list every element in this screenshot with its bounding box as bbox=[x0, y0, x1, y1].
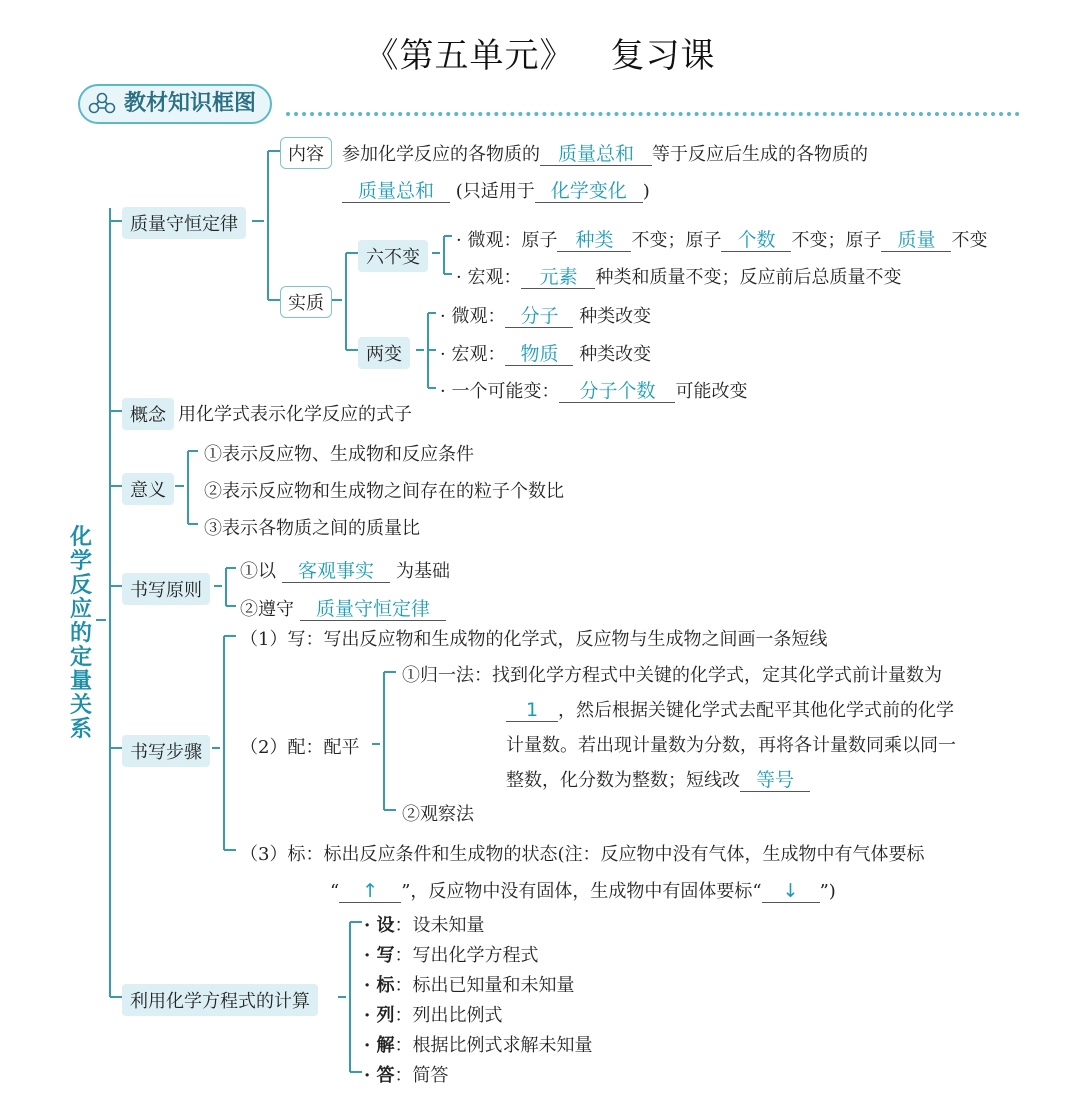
calc-item-set: · 设：设未知量 bbox=[364, 915, 485, 936]
calc-item-solve: · 解：根据比例式求解未知量 bbox=[364, 1035, 593, 1056]
dotted-divider bbox=[286, 112, 1020, 116]
calc-item-mark: · 标：标出已知量和未知量 bbox=[364, 975, 575, 996]
method-1-line-4: 整数，化分数为整数；短线改 等号 bbox=[506, 766, 810, 792]
node-conservation-law: 质量守恒定律 bbox=[122, 207, 246, 239]
page-title bbox=[0, 28, 1080, 77]
blank-kind: 种类 bbox=[557, 229, 631, 252]
blank-molecule: 分子 bbox=[505, 305, 573, 328]
calc-item-write: · 写：写出化学方程式 bbox=[364, 945, 539, 966]
method-2: ②观察法 bbox=[402, 804, 474, 825]
title-sub: 复习课 bbox=[610, 36, 716, 76]
blank-total-mass-2: 质量总和 bbox=[342, 180, 450, 203]
concept-text: 用化学式表示化学反应的式子 bbox=[178, 404, 412, 425]
calc-item-answer: · 答：简答 bbox=[364, 1065, 449, 1086]
node-six-unchanged: 六不变 bbox=[358, 240, 428, 272]
node-meaning: 意义 bbox=[122, 473, 174, 505]
six-macro: · 宏观： 元素 种类和质量不变；反应前后总质量不变 bbox=[456, 266, 902, 288]
method-1-line-3: 计量数。若出现计量数为分数，再将各计量数同乘以同一 bbox=[506, 735, 956, 756]
principle-2: ②遵守 质量守恒定律 bbox=[240, 595, 446, 621]
two-macro: · 宏观： 物质 种类改变 bbox=[440, 343, 652, 365]
blank-equal-sign: 等号 bbox=[740, 769, 810, 792]
two-maybe: · 一个可能变： 分子个数 可能改变 bbox=[440, 380, 748, 402]
section-badge bbox=[78, 84, 272, 124]
six-micro: · 微观：原子 种类 不变；原子 个数 不变；原子 质量 不变 bbox=[456, 229, 988, 251]
step-mark-line-2: “ ↑ ”，反应物中没有固体，生成物中有固体要标“ ↓ ”) bbox=[330, 880, 836, 902]
blank-up-arrow: ↑ bbox=[339, 880, 401, 903]
node-concept: 概念 bbox=[122, 398, 174, 430]
meaning-item-2: ②表示反应物和生成物之间存在的粒子个数比 bbox=[204, 481, 564, 502]
node-steps: 书写步骤 bbox=[122, 735, 210, 767]
node-two-change: 两变 bbox=[358, 337, 410, 369]
blank-one: 1 bbox=[506, 699, 558, 722]
method-1-line-1: ①归一法：找到化学方程式中关键的化学式，定其化学式前计量数为 bbox=[402, 665, 942, 686]
step-write: （1）写：写出反应物和生成物的化学式，反应物与生成物之间画一条短线 bbox=[240, 629, 828, 650]
blank-substance: 物质 bbox=[505, 343, 573, 366]
content-line-2: 质量总和 (只适用于 化学变化 ) bbox=[342, 177, 650, 203]
molecule-icon bbox=[88, 92, 116, 116]
meaning-item-1: ①表示反应物、生成物和反应条件 bbox=[204, 444, 474, 465]
two-micro: · 微观： 分子 种类改变 bbox=[440, 305, 652, 327]
principle-1: ①以 客观事实 为基础 bbox=[240, 560, 450, 582]
title-main: 《第五单元》 bbox=[364, 36, 575, 76]
node-content: 内容 bbox=[280, 137, 332, 169]
blank-down-arrow: ↓ bbox=[762, 880, 820, 903]
node-essence: 实质 bbox=[280, 286, 332, 318]
blank-molecule-count: 分子个数 bbox=[559, 380, 675, 403]
blank-chem-change: 化学变化 bbox=[535, 180, 643, 203]
node-calculation: 利用化学方程式的计算 bbox=[122, 984, 318, 1016]
blank-conservation-law: 质量守恒定律 bbox=[300, 598, 446, 621]
content-line-1: 参加化学反应的各物质的 质量总和 等于反应后生成的各物质的 bbox=[342, 143, 868, 165]
meaning-item-3: ③表示各物质之间的质量比 bbox=[204, 518, 420, 539]
badge-label: 教材知识框图 bbox=[124, 91, 257, 116]
blank-total-mass-1: 质量总和 bbox=[540, 143, 652, 166]
step-mark-line-1: （3）标：标出反应条件和生成物的状态(注：反应物中没有气体，生成物中有气体要标 bbox=[240, 844, 925, 865]
blank-objective-fact: 客观事实 bbox=[282, 560, 390, 583]
blank-mass: 质量 bbox=[881, 229, 951, 252]
calc-item-list: · 列：列出比例式 bbox=[364, 1005, 503, 1026]
step-balance: （2）配：配平 bbox=[240, 737, 360, 758]
vertical-title: 化学反应的定量关系 bbox=[69, 525, 92, 742]
blank-element: 元素 bbox=[521, 266, 595, 289]
blank-number: 个数 bbox=[721, 229, 791, 252]
method-1-line-2: 1 ，然后根据关键化学式去配平其他化学式前的化学 bbox=[506, 696, 954, 722]
node-principle: 书写原则 bbox=[122, 573, 210, 605]
